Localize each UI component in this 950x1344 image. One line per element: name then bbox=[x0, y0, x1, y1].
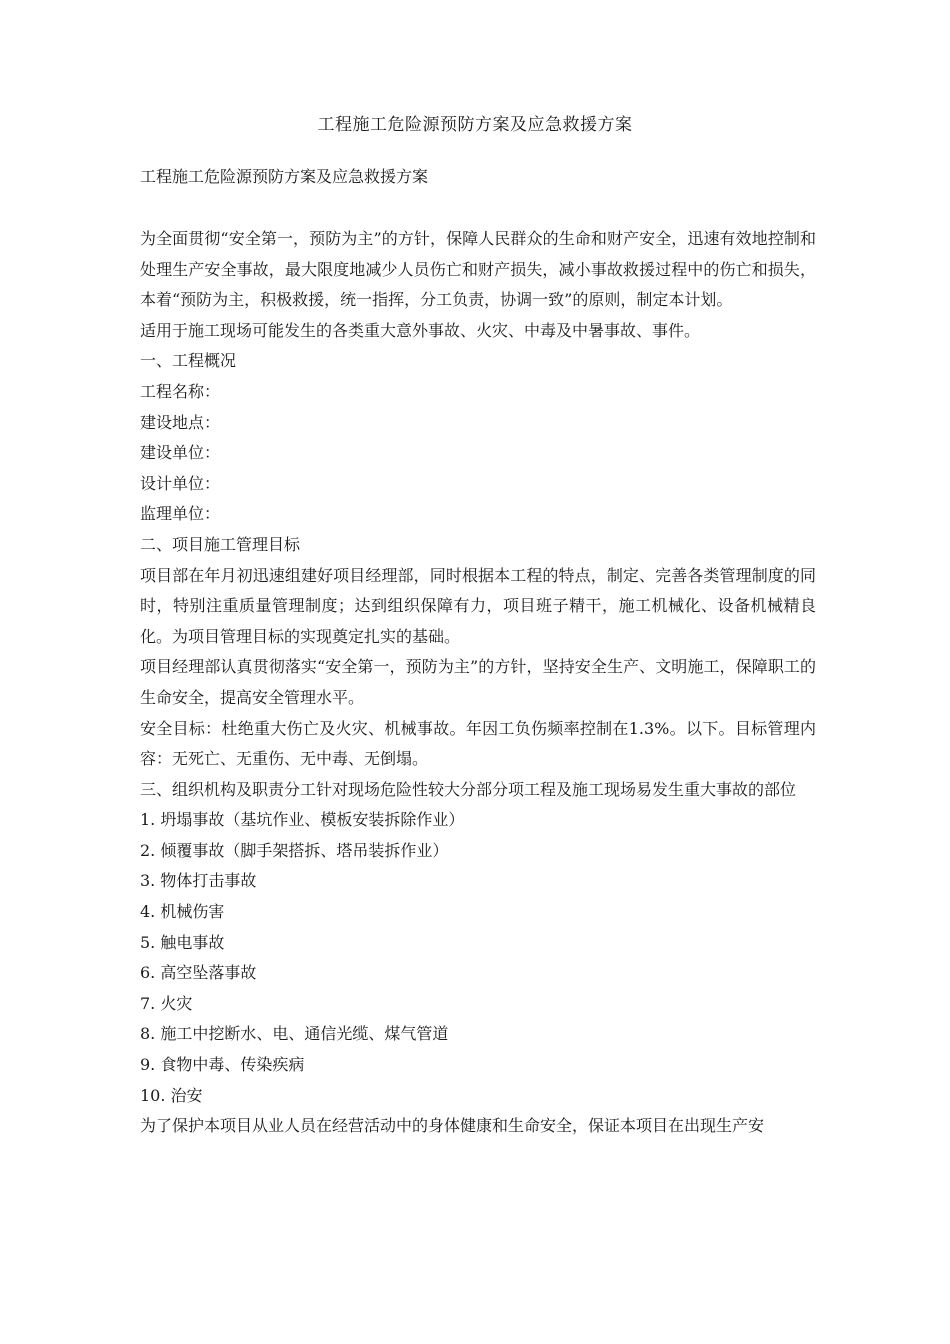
list-item: 7. 火灾 bbox=[140, 993, 193, 1013]
list-item: 2. 倾覆事故（脚手架搭拆、塔吊装拆作业） bbox=[140, 840, 449, 860]
document-subtitle: 工程施工危险源预防方案及应急救援方案 bbox=[140, 167, 429, 186]
field-location: 建设地点： bbox=[140, 412, 221, 432]
list-item: 6. 高空坠落事故 bbox=[140, 963, 257, 983]
intro-paragraph: 为全面贯彻“安全第一，预防为主”的方针，保障人民群众的生命和财产安全，迅速有效地控制和处理生产安全事故，最大限度地减少人员伤亡和财产损失，减小事故救援过程中的伤亡和损失，本着“预防为主，积极救援，统一指挥，分工负责，协调一致”的原则，制定本计划。 bbox=[140, 229, 816, 310]
field-owner: 建设单位： bbox=[140, 443, 221, 463]
field-supervisor: 监理单位： bbox=[140, 504, 221, 524]
list-item: 10. 治安 bbox=[140, 1085, 203, 1105]
field-project-name: 工程名称： bbox=[140, 381, 221, 401]
scope-paragraph: 适用于施工现场可能发生的各类重大意外事故、火灾、中毒及中暑事故、事件。 bbox=[140, 320, 701, 340]
section-2-heading: 二、项目施工管理目标 bbox=[140, 534, 301, 554]
section-3-heading: 三、组织机构及职责分工针对现场危险性较大分部分项工程及施工现场易发生重大事故的部位 bbox=[140, 779, 797, 799]
list-item: 8. 施工中挖断水、电、通信光缆、煤气管道 bbox=[140, 1024, 449, 1044]
list-item: 4. 机械伤害 bbox=[140, 902, 225, 922]
list-item: 1. 坍塌事故（基坑作业、模板安装拆除作业） bbox=[140, 810, 465, 830]
list-item: 3. 物体打击事故 bbox=[140, 871, 257, 891]
document-title: 工程施工危险源预防方案及应急救援方案 bbox=[317, 115, 633, 135]
document-body bbox=[140, 224, 816, 1142]
section-2-paragraph: 项目部在年月初迅速组建好项目经理部，同时根据本工程的特点，制定、完善各类管理制度的同时，特别注重质量管理制度；达到组织保障有力，项目班子精干，施工机械化、设备机械精良化。为项目管理目标的实现奠定扎实的基础。 bbox=[140, 565, 816, 646]
section-2-paragraph: 项目经理部认真贯彻落实“安全第一，预防为主”的方针，坚持安全生产、文明施工，保障职工的生命安全，提高安全管理水平。 bbox=[140, 657, 816, 707]
safety-target-paragraph: 安全目标：杜绝重大伤亡及火灾、机械事故。年因工负伤频率控制在1.3%。以下。目标管理内容：无死亡、无重伤、无中毒、无倒塌。 bbox=[140, 718, 816, 769]
list-item: 9. 食物中毒、传染疾病 bbox=[140, 1055, 305, 1075]
list-item: 5. 触电事故 bbox=[140, 932, 225, 952]
section-1-heading: 一、工程概况 bbox=[140, 351, 237, 371]
closing-paragraph: 为了保护本项目从业人员在经营活动中的身体健康和生命安全，保证本项目在出现生产安 bbox=[140, 1116, 765, 1136]
field-designer: 设计单位： bbox=[140, 473, 221, 493]
